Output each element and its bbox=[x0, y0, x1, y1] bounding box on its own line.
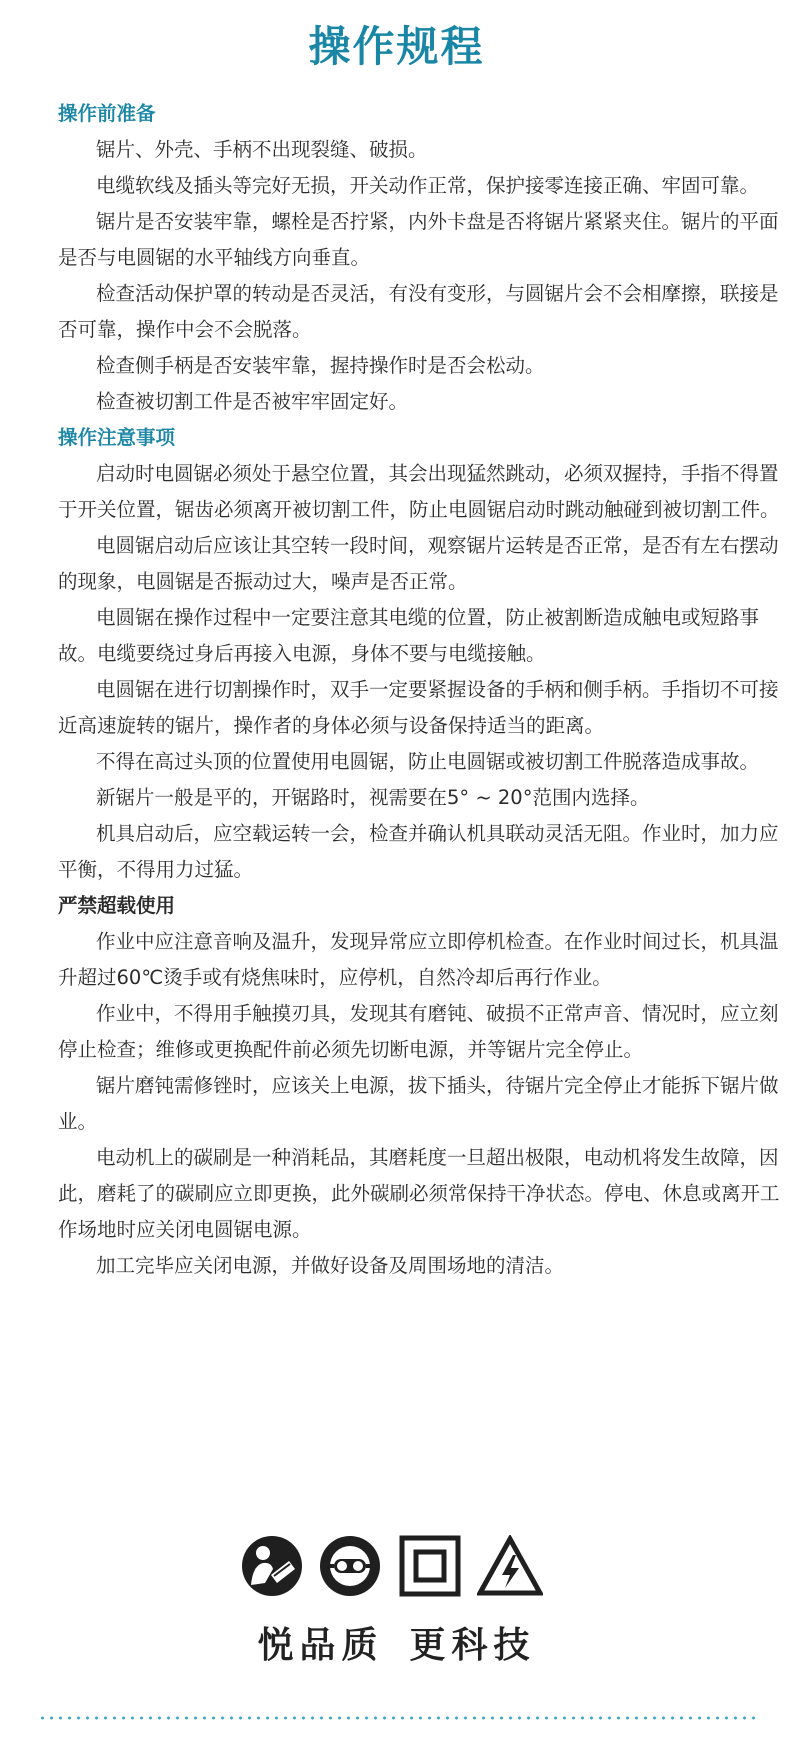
electric-hazard-icon bbox=[477, 1535, 543, 1597]
paragraph: 作业中应注意音响及温升，发现异常应立即停机检查。在作业时间过长，机具温升超过60℃烫手或有烧焦味时，应停机，自然冷却后再行作业。 bbox=[58, 930, 779, 989]
safety-goggles-icon bbox=[319, 1535, 381, 1597]
paragraph: 检查被切割工件是否被牢牢固定好。 bbox=[96, 390, 409, 413]
slogan-right: 更科技 bbox=[409, 1624, 536, 1666]
paragraph: 机具启动后，应空载运转一会，检查并确认机具联动灵活无阻。作业时，加力应平衡，不得用力过猛。 bbox=[58, 822, 779, 881]
paragraph: 检查侧手柄是否安装牢靠，握持操作时是否会松动。 bbox=[96, 354, 545, 377]
section-heading-preparation: 操作前准备 bbox=[58, 102, 156, 125]
paragraph: 电动机上的碳刷是一种消耗品，其磨耗度一旦超出极限，电动机将发生故障，因此，磨耗了的碳刷应立即更换，此外碳刷必须常保持干净状态。停电、休息或离开工作场地时应关闭电圆锯电源。 bbox=[58, 1146, 780, 1241]
paragraph: 新锯片一般是平的，开锯路时，视需要在5° ~ 20°范围内选择。 bbox=[96, 786, 650, 809]
paragraph: 锯片磨钝需修锉时，应该关上电源，拔下插头，待锯片完全停止才能拆下锯片做业。 bbox=[58, 1074, 779, 1133]
paragraph: 作业中，不得用手触摸刃具，发现其有磨钝、破损不正常声音、情况时，应立刻停止检查；维修或更换配件前必须先切断电源，并等锯片完全停止。 bbox=[58, 1002, 779, 1061]
brand-slogan bbox=[0, 1617, 793, 1668]
read-manual-icon bbox=[241, 1535, 303, 1597]
paragraph: 加工完毕应关闭电源，并做好设备及周围场地的清洁。 bbox=[96, 1254, 565, 1277]
paragraph: 电圆锯在进行切割操作时，双手一定要紧握设备的手柄和侧手柄。手指切不可接近高速旋转的锯片，操作者的身体必须与设备保持适当的距离。 bbox=[58, 678, 779, 737]
paragraph: 锯片是否安装牢靠，螺栓是否拧紧，内外卡盘是否将锯片紧紧夹住。锯片的平面是否与电圆锯的水平轴线方向垂直。 bbox=[58, 210, 779, 269]
paragraph: 启动时电圆锯必须处于悬空位置，其会出现猛然跳动，必须双握持，手指不得置于开关位置，锯齿必须离开被切割工件，防止电圆锯启动时跳动触碰到被切割工件。 bbox=[58, 462, 780, 521]
section-heading-precautions: 操作注意事项 bbox=[58, 426, 176, 449]
page-title: 操作规程 bbox=[308, 22, 485, 71]
slogan-left: 悦品质 bbox=[257, 1624, 384, 1666]
double-insulation-icon bbox=[399, 1535, 461, 1597]
section-heading-no-overload: 严禁超载使用 bbox=[58, 894, 176, 917]
paragraph: 锯片、外壳、手柄不出现裂缝、破损。 bbox=[96, 138, 428, 161]
procedure-content bbox=[58, 96, 788, 1284]
paragraph: 电缆软线及插头等完好无损，开关动作正常，保护接零连接正确、牢固可靠。 bbox=[96, 174, 760, 197]
paragraph: 电圆锯在操作过程中一定要注意其电缆的位置，防止被割断造成触电或短路事故。电缆要绕过身后再接入电源，身体不要与电缆接触。 bbox=[58, 606, 760, 665]
paragraph: 不得在高过头顶的位置使用电圆锯，防止电圆锯或被切割工件脱落造成事故。 bbox=[96, 750, 760, 773]
dotted-divider bbox=[38, 1716, 756, 1720]
paragraph: 检查活动保护罩的转动是否灵活，有没有变形，与圆锯片会不会相摩擦，联接是否可靠，操作中会不会脱落。 bbox=[58, 282, 779, 341]
paragraph: 电圆锯启动后应该让其空转一段时间，观察锯片运转是否正常，是否有左右摆动的现象，电圆锯是否振动过大，噪声是否正常。 bbox=[58, 534, 779, 593]
safety-icons bbox=[241, 1535, 541, 1609]
